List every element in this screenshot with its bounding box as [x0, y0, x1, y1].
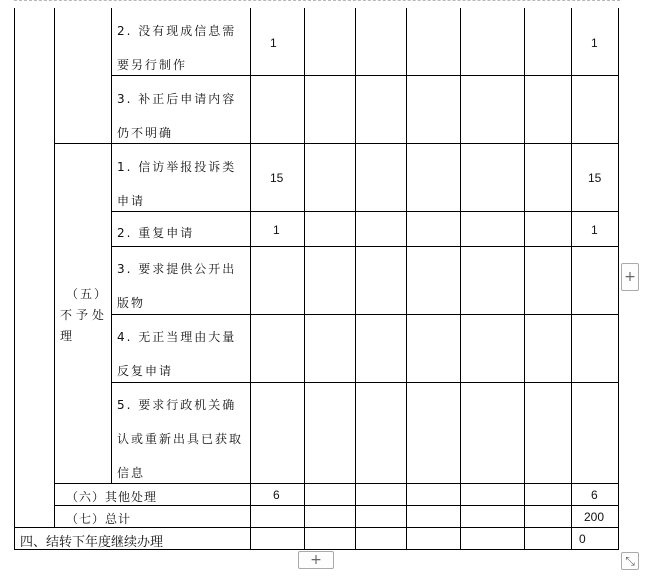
row-label: 5. 要求行政机关确认或重新出具已获取信息 [117, 398, 244, 480]
table-line [618, 8, 619, 549]
table-line [250, 8, 251, 549]
add-column-button[interactable] [621, 263, 639, 291]
cell-value: 200 [584, 510, 605, 524]
plus-icon: + [624, 269, 636, 285]
table-resize-handle[interactable] [621, 552, 639, 570]
table-line [14, 527, 619, 528]
cell-value: 1 [591, 223, 598, 237]
row-label: 3. 要求提供公开出版物 [117, 262, 237, 310]
table-line [54, 505, 619, 506]
group-label: 不予处 [60, 308, 109, 322]
row-label: 2. 没有现成信息需要另行制作 [117, 24, 237, 72]
table-line [54, 8, 55, 527]
row-label: 四、结转下年度继续办理 [20, 535, 164, 550]
cell-value: 6 [591, 488, 598, 502]
cell-value: 6 [273, 488, 280, 502]
plus-icon: + [310, 552, 322, 568]
group-label: （五） [66, 287, 109, 301]
table-line [524, 8, 525, 549]
row-label: 2. 重复申请 [117, 226, 195, 240]
row-label: 4. 无正当理由大量反复申请 [117, 330, 237, 378]
cell-value: 0 [579, 532, 586, 546]
group-label: 理 [60, 329, 73, 343]
resize-icon: ⤡ [625, 554, 635, 568]
row-label: 3. 补正后申请内容仍不明确 [117, 92, 237, 140]
add-row-button[interactable] [298, 551, 334, 569]
table-line [571, 8, 572, 549]
cell-value: 15 [588, 171, 602, 185]
cell-value: 15 [270, 171, 284, 185]
table-line [406, 8, 407, 549]
table-line [304, 8, 305, 549]
page-top-border [14, 0, 620, 1]
cell-value: 1 [270, 36, 277, 50]
table-line [460, 8, 461, 549]
row-label: （六）其他处理 [66, 490, 158, 504]
cell-value: 1 [591, 36, 598, 50]
table-line [14, 8, 15, 549]
row-label: （七）总计 [66, 512, 132, 526]
cell-value: 1 [273, 223, 280, 237]
table-line [355, 8, 356, 549]
row-label: 1. 信访举报投诉类申请 [117, 160, 237, 208]
